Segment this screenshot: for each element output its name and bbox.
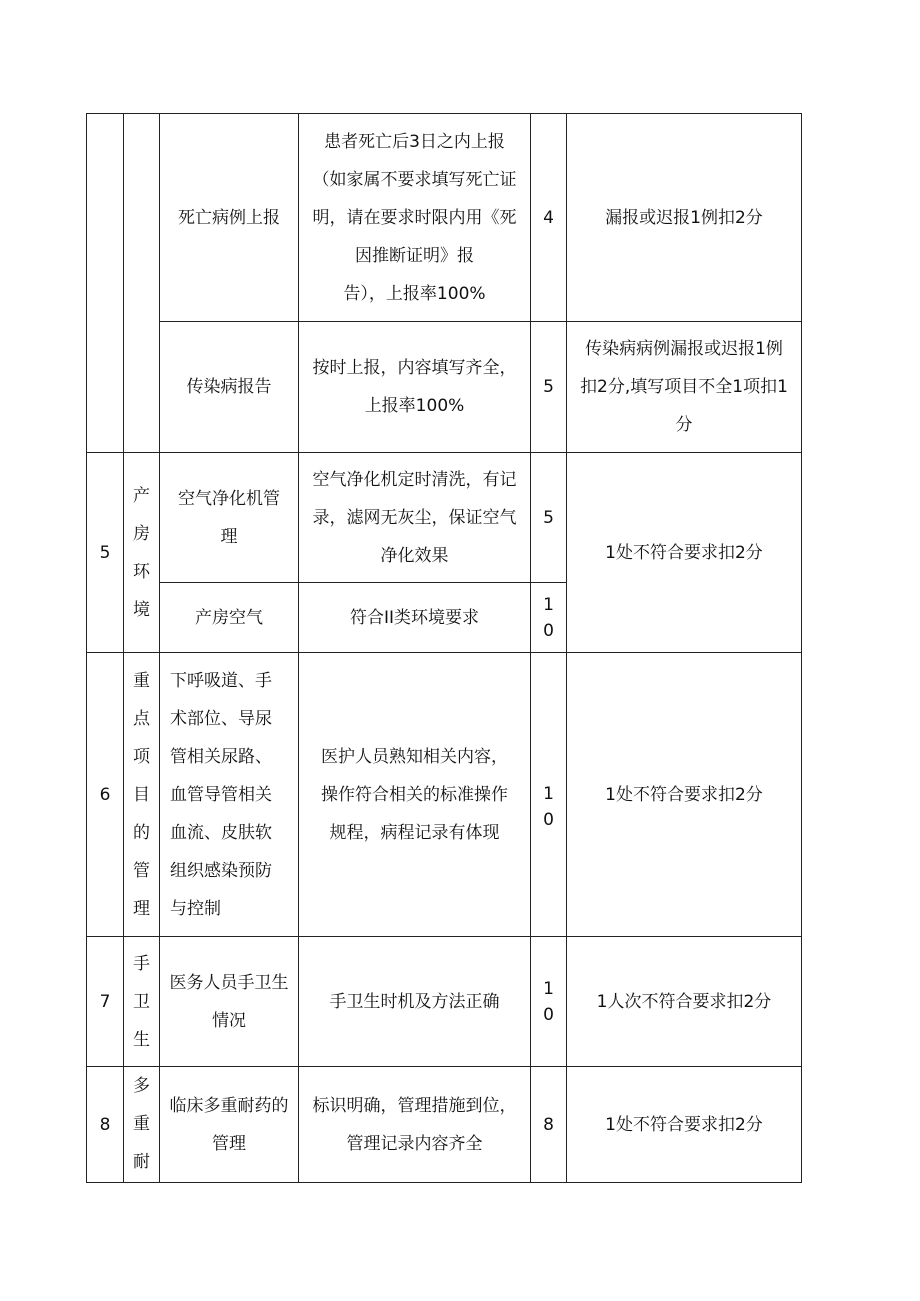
deduction-rule-cell: 1处不符合要求扣2分 [567, 653, 802, 937]
score-cell: 1 0 [531, 653, 567, 937]
category-cell: 产 房 环 境 [124, 453, 160, 653]
scoring-table [86, 113, 802, 1183]
item-cell: 下呼吸道、手 术部位、导尿 管相关尿路、 血管导管相关 血流、皮肤软 组织感染预防 与控制 [160, 653, 299, 937]
standard-cell: 医护人员熟知相关内容， 操作符合相关的标准操作 规程，病程记录有体现 [299, 653, 531, 937]
score-cell: 5 [531, 453, 567, 583]
item-cell: 死亡病例上报 [160, 114, 299, 322]
score-cell: 5 [531, 322, 567, 453]
table-row [87, 937, 802, 1067]
table-row [87, 322, 802, 453]
table-row [87, 1067, 802, 1183]
item-cell: 临床多重耐药的 管理 [160, 1067, 299, 1183]
category-cell: 多 重 耐 [124, 1067, 160, 1183]
score-cell: 1 0 [531, 583, 567, 653]
standard-cell: 手卫生时机及方法正确 [299, 937, 531, 1067]
row-number-cell: 7 [87, 937, 124, 1067]
standard-cell: 按时上报，内容填写齐全， 上报率100% [299, 322, 531, 453]
item-cell: 空气净化机管 理 [160, 453, 299, 583]
table-row [87, 453, 802, 583]
item-cell: 传染病报告 [160, 322, 299, 453]
score-cell: 4 [531, 114, 567, 322]
item-cell: 医务人员手卫生 情况 [160, 937, 299, 1067]
row-number-cell: 6 [87, 653, 124, 937]
score-cell: 8 [531, 1067, 567, 1183]
deduction-rule-cell: 1处不符合要求扣2分 [567, 453, 802, 653]
row-number-cell [87, 114, 124, 453]
standard-cell: 符合II类环境要求 [299, 583, 531, 653]
category-cell: 手 卫 生 [124, 937, 160, 1067]
standard-cell: 标识明确，管理措施到位， 管理记录内容齐全 [299, 1067, 531, 1183]
category-cell: 重 点 项 目 的 管 理 [124, 653, 160, 937]
standard-cell: 患者死亡后3日之内上报 （如家属不要求填写死亡证 明，请在要求时限内用《死 因推断证明》报 告），上报率100% [299, 114, 531, 322]
deduction-rule-cell: 1处不符合要求扣2分 [567, 1067, 802, 1183]
deduction-rule-cell: 传染病病例漏报或迟报1例 扣2分,填写项目不全1项扣1 分 [567, 322, 802, 453]
deduction-rule-cell: 1人次不符合要求扣2分 [567, 937, 802, 1067]
table-row [87, 653, 802, 937]
deduction-rule-cell: 漏报或迟报1例扣2分 [567, 114, 802, 322]
row-number-cell: 8 [87, 1067, 124, 1183]
category-cell [124, 114, 160, 453]
item-cell: 产房空气 [160, 583, 299, 653]
standard-cell: 空气净化机定时清洗，有记 录，滤网无灰尘，保证空气 净化效果 [299, 453, 531, 583]
score-cell: 1 0 [531, 937, 567, 1067]
table-row [87, 114, 802, 322]
row-number-cell: 5 [87, 453, 124, 653]
